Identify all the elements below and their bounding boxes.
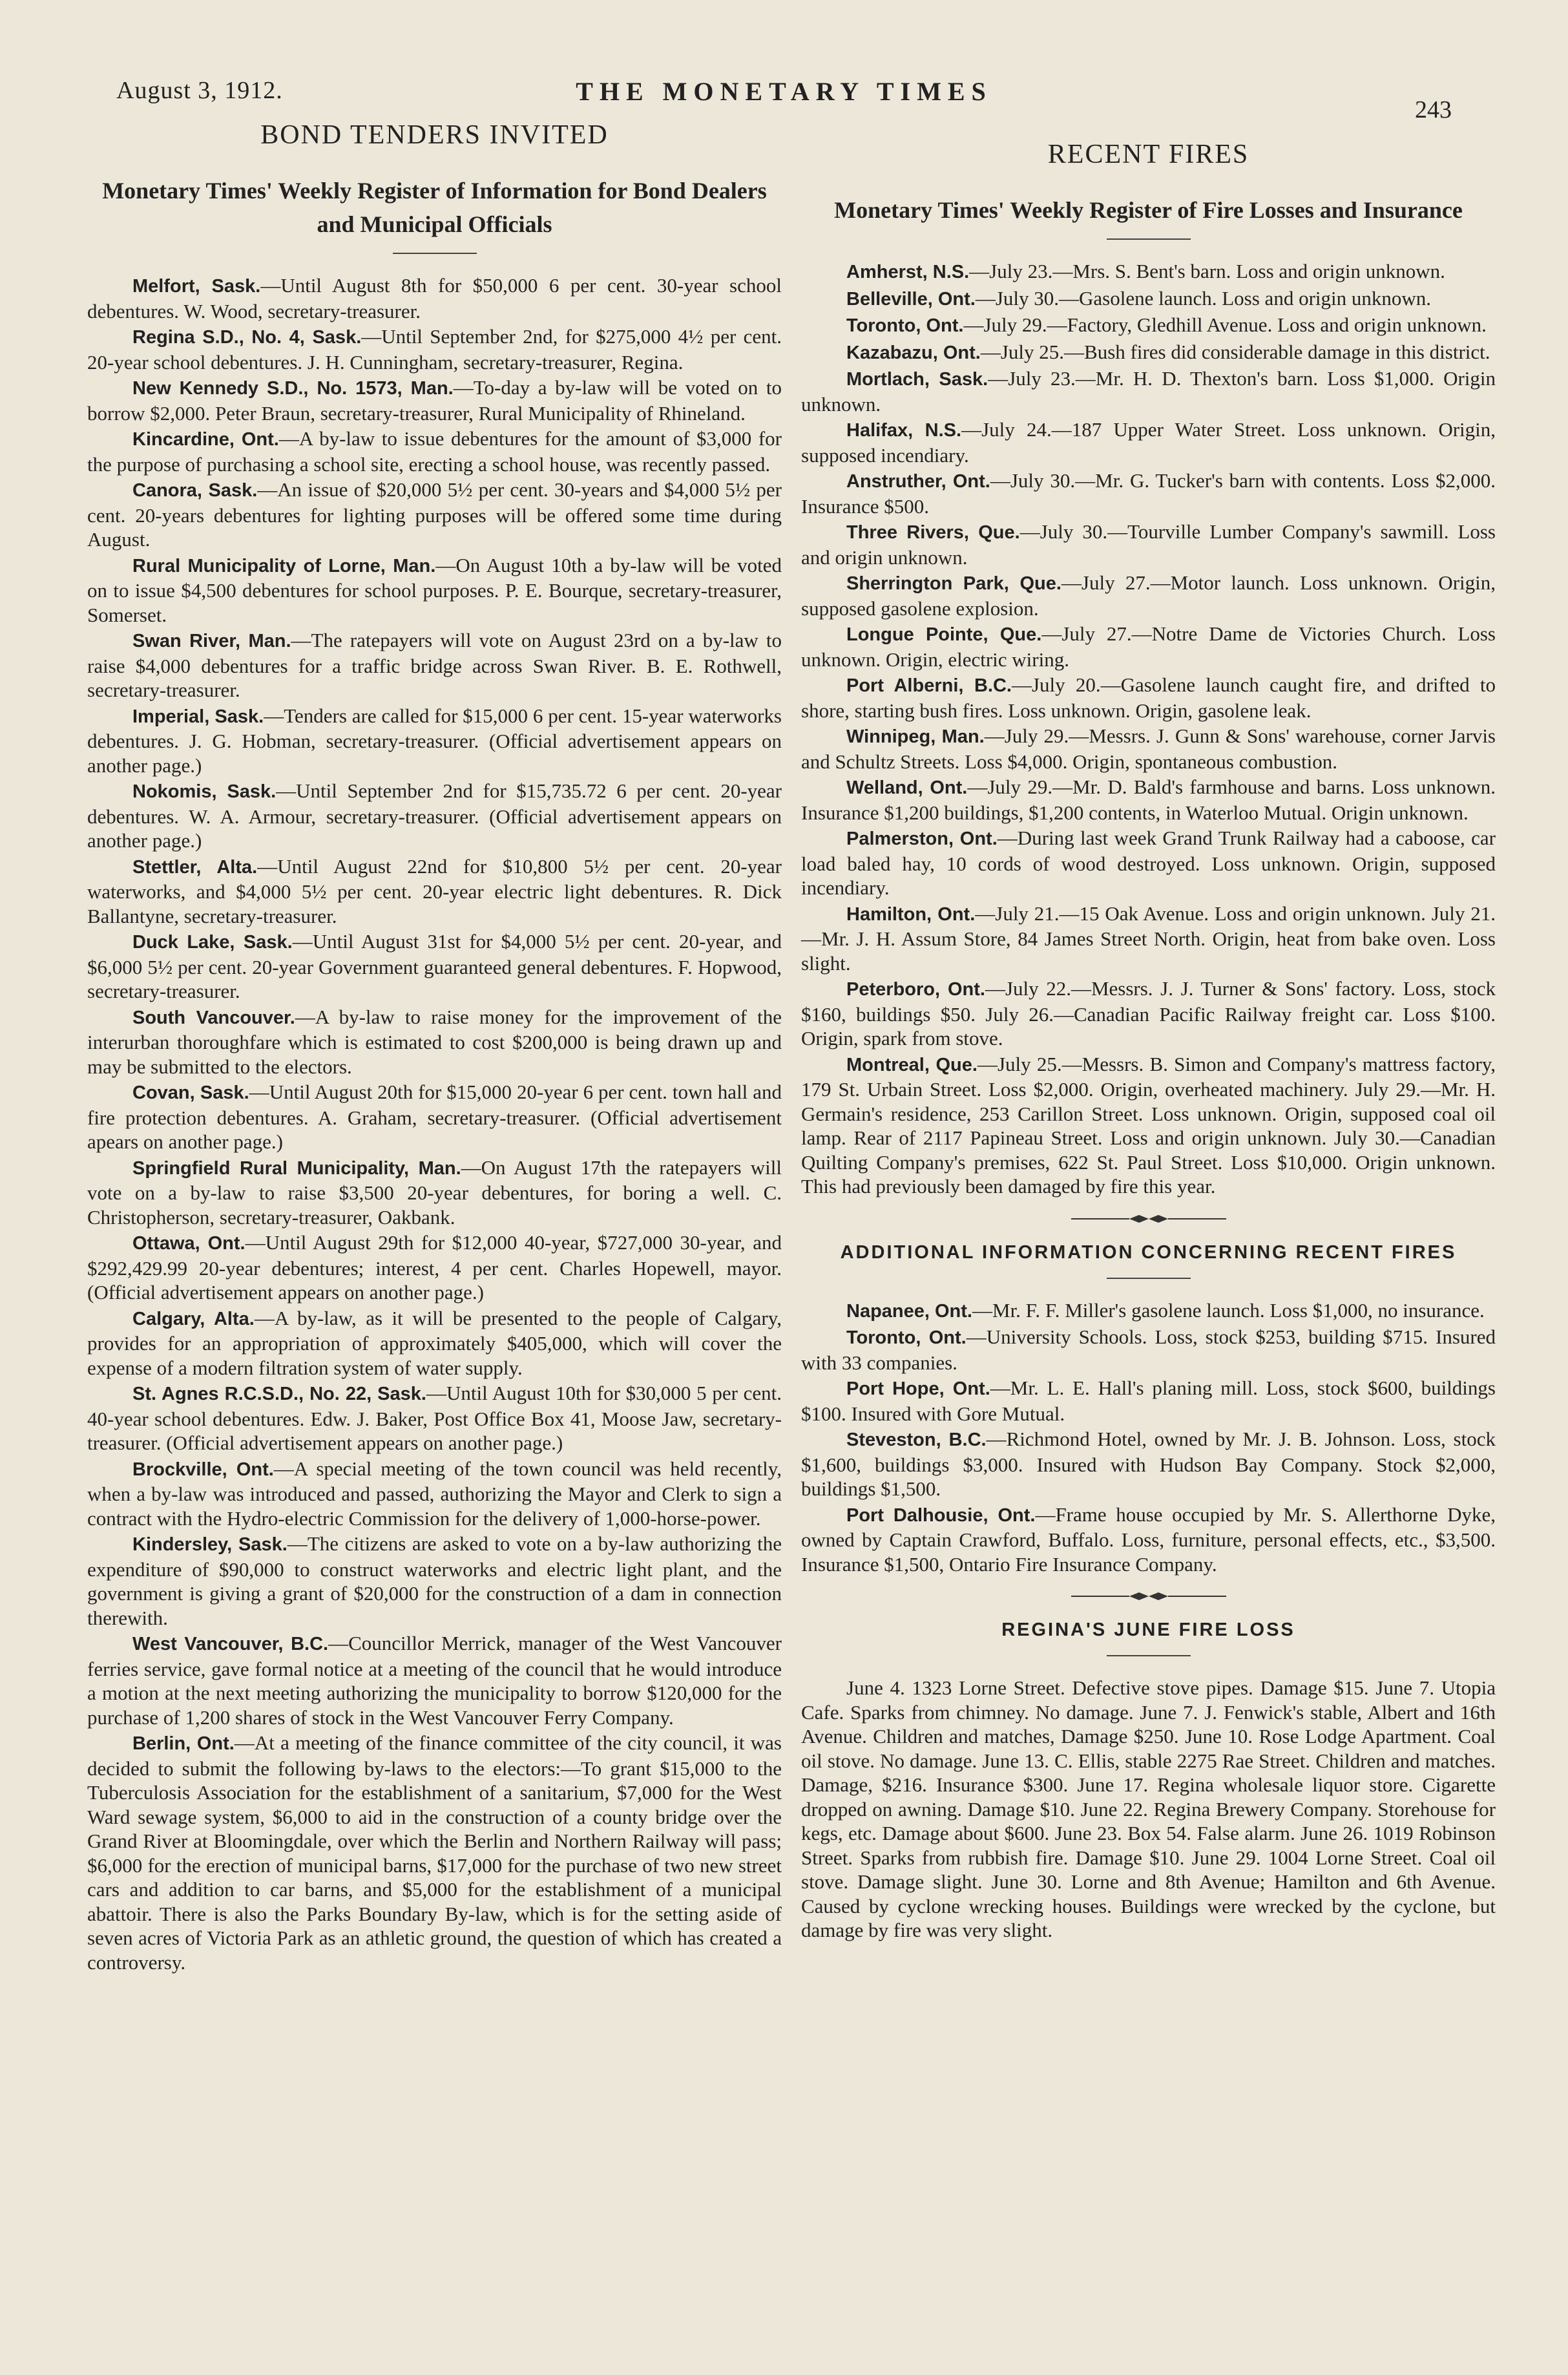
entry-text: —July 30.—Tourville Lumber Company's sawmill. Loss and origin unknown. [801, 520, 1496, 569]
entry-item [801, 826, 1496, 900]
entry-place: Calgary, Alta. [132, 1308, 255, 1329]
entry-item [87, 1731, 782, 1974]
entry-item [87, 854, 782, 929]
recent-fires-subtitle: Monetary Times' Weekly Register of Fire Losses and Insurance [834, 197, 1463, 223]
entry-text: —On August 17th the ratepayers will vote on a by-law to raise $3,500 20-year debentures, for boring a well. C. Christopherson, secretary-treasurer, Oakbank. [87, 1156, 782, 1229]
entry-text: —Mr. F. F. Miller's gasolene launch. Loss $1,000, no insurance. [972, 1298, 1485, 1322]
entry-item [801, 1052, 1496, 1199]
entry-place: Regina S.D., No. 4, Sask. [132, 327, 362, 348]
entry-item [801, 417, 1496, 467]
entry-place: Stettler, Alta. [132, 856, 258, 878]
entry-text: —July 27.—Motor launch. Loss unknown. Origin, supposed gasolene explosion. [801, 571, 1496, 620]
entry-item [801, 313, 1496, 339]
entry-item [801, 1427, 1496, 1501]
entry-text: —During last week Grand Trunk Railway had a caboose, car load baled hay, 10 cords of wood destroyed. Loss unknown. Origin, supposed incendiary. [801, 827, 1496, 900]
divider-rule [393, 253, 477, 254]
entry-place: Port Hope, Ont. [846, 1378, 990, 1400]
entry-text: —Until August 22nd for $10,800 5½ per cent. 20-year waterworks, and $4,000 5½ per cent. 20-year electric light debentures. R. Dick Ballantyne, secretary-treasurer. [87, 854, 782, 927]
entry-place: Rural Municipality of Lorne, Man. [132, 555, 436, 576]
entry-text: —Until September 2nd for $15,735.72 6 per cent. 20-year debentures. W. A. Armour, secretary-treasurer. (Official advertisement appears on another page.) [87, 779, 782, 852]
entry-text: —Until August 31st for $4,000 5½ per cent. 20-year, and $6,000 5½ per cent. 20-year Government guaranteed general debentures. F. Hopwood, secretary-treasurer. [87, 930, 782, 1003]
entry-item [87, 324, 782, 374]
entry-place: Peterboro, Ont. [846, 979, 985, 1000]
entry-item [801, 724, 1496, 774]
entry-item [87, 1381, 782, 1455]
entry-text: —July 25.—Bush fires did considerable damage in this district. [980, 340, 1490, 363]
entry-place: Napanee, Ont. [846, 1300, 972, 1322]
entry-place: Welland, Ont. [846, 777, 968, 799]
entry-place: Hamilton, Ont. [846, 903, 976, 925]
entry-text: —July 29.—Mr. D. Bald's farmhouse and barns. Loss unknown. Insurance $1,200 buildings, $1,200 contents, in Waterloo Mutual. Origin unknown. [801, 776, 1496, 824]
entry-text: —An issue of $20,000 5½ per cent. 30-years and $4,000 5½ per cent. 20-years debentures for lighting purposes will be offered some time during August. [87, 478, 782, 551]
entry-text: —Frame house occupied by Mr. S. Allerthorne Dyke, owned by Captain Crawford, Buffalo. Loss, furniture, personal effects, etc., $3,500. Insurance $1,500, Ontario Fire Insurance Company. [801, 1503, 1496, 1576]
entry-text: —The ratepayers will vote on August 23rd on a by-law to raise $4,000 debentures for a traffic bridge across Swan River. B. E. Rothwell, secretary-treasurer. [87, 629, 782, 702]
publication-title: THE MONETARY TIMES [576, 77, 992, 106]
entry-item [801, 259, 1496, 285]
entry-place: Springfield Rural Municipality, Man. [132, 1157, 461, 1179]
entry-text: —July 29.—Factory, Gledhill Avenue. Loss and origin unknown. [963, 313, 1487, 337]
divider-rule [1107, 1278, 1191, 1279]
entry-text: —July 25.—Messrs. B. Simon and Company's mattress factory, 179 St. Urbain Street. Loss $2,000. Origin, overheated machinery. July 29.—Mr. H. Germain's residence, 253 Carillon Street. Loss unknown. Origin, supposed coal oil lamp. Rear of 2117 Papineau Street. Loss and origin unknown. July 30.—Canadian Quilting Company's premises, 622 St. Paul Street. Loss $10,000. Origin unknown. This had previously been damaged by fire this year. [801, 1052, 1496, 1198]
entry-item [87, 1080, 782, 1154]
ornament-divider [801, 1587, 1496, 1606]
entry-text: —University Schools. Loss, stock $253, building $715. Insured with 33 companies. [801, 1325, 1496, 1374]
entry-place: Toronto, Ont. [846, 315, 964, 337]
entry-text: —The citizens are asked to vote on a by-law authorizing the expenditure of $90,000 to construct waterworks and electric light plant, and the government is giving a grant of $20,000 for the construction of a dam in connection therewith. [87, 1532, 782, 1629]
entry-text: —To-day a by-law will be voted on to borrow $2,000. Peter Braun, secretary-treasurer, Rural Municipality of Rhineland. [87, 376, 782, 425]
entry-text: —July 23.—Mr. H. D. Thexton's barn. Loss $1,000. Origin unknown. [801, 367, 1496, 416]
additional-info-list [801, 1298, 1496, 1577]
entry-text: —Until August 8th for $50,000 6 per cent. 30-year school debentures. W. Wood, secretary-treasurer. [87, 274, 782, 322]
entry-text: —On August 10th a by-law will be voted on to issue $4,500 debentures for school purposes. P. E. Bourque, secretary-treasurer, Somerset. [87, 553, 782, 626]
entry-text: —July 23.—Mrs. S. Bent's barn. Loss and origin unknown. [969, 260, 1445, 283]
entry-text: —July 30.—Gasolene launch. Loss and origin unknown. [975, 286, 1432, 310]
bond-tenders-list [87, 273, 782, 1974]
entry-text: —Until August 29th for $12,000 40-year, $727,000 30-year, and $292,429.99 20-year debentures; interest, 4 per cent. Charles Hopewell, mayor. (Official advertisement appears on another page.) [87, 1231, 782, 1304]
entry-text: —Richmond Hotel, owned by Mr. J. B. Johnson. Loss, stock $1,600, buildings $3,000. Insured with Hudson Bay Company. Stock $2,000, buildings $1,500. [801, 1428, 1496, 1501]
entry-text: —A by-law to raise money for the improvement of the interurban thoroughfare which is estimated to cost $200,000 is being drawn up and may be submitted to the electors. [87, 1005, 782, 1078]
entry-place: Halifax, N.S. [846, 420, 962, 441]
issue-date: August 3, 1912. [116, 77, 283, 104]
entry-place: Palmerston, Ont. [846, 829, 998, 850]
entry-item [801, 902, 1496, 976]
entry-text: —July 29.—Messrs. J. Gunn & Sons' warehouse, corner Jarvis and Schultz Streets. Loss $4,000. Origin, spontaneous combustion. [801, 724, 1496, 773]
entry-place: Covan, Sask. [132, 1082, 249, 1104]
entry-text: —Until August 10th for $30,000 5 per cent. 40-year school debentures. Edw. J. Baker, Post Office Box 41, Moose Jaw, secretary-treasurer. (Official advertisement appears on another page.) [87, 1382, 782, 1455]
entry-place: Anstruther, Ont. [846, 471, 990, 492]
ornament-icon [1071, 1212, 1226, 1225]
entry-place: Port Dalhousie, Ont. [846, 1504, 1036, 1526]
entry-item [801, 571, 1496, 620]
entry-item [87, 929, 782, 1004]
entry-item [87, 273, 782, 323]
entry-item [87, 427, 782, 476]
running-head [116, 76, 1452, 123]
entry-place: Ottawa, Ont. [132, 1233, 246, 1254]
entry-item [801, 520, 1496, 569]
entry-item [87, 1156, 782, 1230]
entry-text: —Until August 20th for $15,000 20-year 6 per cent. town hall and fire protection debentures. A. Graham, secretary-treasurer. (Official advertisement apears on another page.) [87, 1081, 782, 1154]
entry-item [801, 673, 1496, 723]
entry-text: —July 24.—187 Upper Water Street. Loss unknown. Origin, supposed incendiary. [801, 418, 1496, 467]
additional-info-title: ADDITIONAL INFORMATION CONCERNING RECENT FIRES [840, 1241, 1457, 1263]
entry-item [87, 628, 782, 702]
entry-text: —A special meeting of the town council was held recently, when a by-law was introduced and passed, authorizing the Mayor and Clerk to sign a contract with the Hydro-electric Commission for the delivery of 1,000-horse-power. [87, 1457, 782, 1530]
entry-place: New Kennedy S.D., No. 1573, Man. [132, 378, 454, 399]
ornament-icon [1071, 1590, 1226, 1603]
entry-item [801, 622, 1496, 671]
entry-item [87, 1005, 782, 1079]
entry-text: —Until September 2nd, for $275,000 4½ per cent. 20-year school debentures. J. H. Cunningham, secretary-treasurer, Regina. [87, 325, 782, 374]
entry-place: Brockville, Ont. [132, 1459, 274, 1480]
entry-place: Winnipeg, Man. [846, 726, 985, 748]
entry-place: Toronto, Ont. [846, 1327, 967, 1349]
page-number: 243 [1415, 96, 1452, 123]
bond-tenders-title: BOND TENDERS INVITED [260, 120, 609, 150]
entry-place: Kindersley, Sask. [132, 1534, 287, 1556]
entry-item [87, 1457, 782, 1531]
entry-place: Berlin, Ont. [132, 1733, 235, 1755]
entry-item [801, 775, 1496, 825]
entry-place: St. Agnes R.C.S.D., No. 22, Sask. [132, 1384, 426, 1405]
entry-item [801, 1298, 1496, 1324]
entry-item [87, 553, 782, 628]
entry-item [87, 779, 782, 853]
entry-place: Port Alberni, B.C. [846, 675, 1012, 697]
entry-place: Melfort, Sask. [132, 276, 261, 297]
entry-text: —Tenders are called for $15,000 6 per cent. 15-year waterworks debentures. J. G. Hobman, secretary-treasurer. (Official advertisement appears on another page.) [87, 704, 782, 777]
entry-item [87, 1532, 782, 1630]
entry-item [87, 478, 782, 552]
recent-fires-title: RECENT FIRES [1047, 140, 1249, 169]
entry-item [801, 976, 1496, 1051]
ornament-divider [801, 1209, 1496, 1229]
recent-fires-list [801, 259, 1496, 1199]
entry-text: —At a meeting of the finance committee of the city council, it was decided to submit the following by-laws to the electors:—To grant $15,000 to the Tuberculosis Association for the establishment of a sanitarium, $7,000 for the West Ward sewage system, $6,000 to aid in the construction of a county bridge over the Grand River at Bloomingdale, over which the Berlin and Northern Railway will pass; $6,000 for the erection of municipal barns, $17,000 for the purchase of two new street cars and addition to car barns, and $5,000 for the establishment of a municipal abattoir. There is also the Parks Boundary By-law, which is for the setting aside of seven acres of Victoria Park as an athletic ground, the question of which has created a controversy. [87, 1731, 782, 1974]
entry-place: South Vancouver. [132, 1007, 295, 1028]
right-column [801, 120, 1496, 1943]
entry-item [801, 366, 1496, 416]
entry-place: Imperial, Sask. [132, 706, 264, 727]
entry-place: Duck Lake, Sask. [132, 932, 293, 953]
entry-item [87, 1230, 782, 1305]
entry-text: —July 30.—Mr. G. Tucker's barn with contents. Loss $2,000. Insurance $500. [801, 469, 1496, 518]
regina-fire-text: June 4. 1323 Lorne Street. Defective stove pipes. Damage $15. June 7. Utopia Cafe. Sparks from chimney. No damage. June 7. J. Fenwick's stable, Albert and 16th Avenue. Children and matches, Damage $250. June 10. Rose Lodge Apartment. Coal oil stove. No damage. June 13. C. Ellis, stable 2275 Rae Street. Children and matches. Damage, $216. Insurance $300. June 17. Regina wholesale liquor store. Cigarette dropped on awning. Damage $10. June 22. Regina Brewery Company. Storehouse for kegs, etc. Damage about $600. June 23. Box 54. False alarm. June 26. 1019 Robinson Street. Sparks from rubbish fire. Damage $10. June 29. 1004 Lorne Street. Coal oil stove. Damage slight. June 30. Lorne and 8th Avenue; Hamilton and 6th Avenue. Caused by cyclone wrecking houses. Buildings were wrecked by the cyclone, but damage by fire was very slight. [801, 1676, 1496, 1942]
entry-place: Sherrington Park, Que. [846, 573, 1061, 595]
entry-item [801, 1376, 1496, 1426]
entry-place: Longue Pointe, Que. [846, 624, 1042, 646]
entry-place: Kincardine, Ont. [132, 429, 279, 450]
entry-text: —A by-law, as it will be presented to the people of Calgary, provides for an appropriation of approximately $405,000, which will cover the expense of a modern filtration system of water supply. [87, 1306, 782, 1379]
entry-place: Three Rivers, Que. [846, 522, 1020, 544]
entry-place: Belleville, Ont. [846, 288, 976, 310]
entry-place: Amherst, N.S. [846, 262, 970, 283]
entry-place: Kazabazu, Ont. [846, 342, 981, 363]
entry-place: Steveston, B.C. [846, 1430, 987, 1451]
entry-item [801, 1503, 1496, 1577]
entry-item [801, 340, 1496, 366]
divider-rule [1107, 238, 1191, 240]
entry-item [87, 1306, 782, 1380]
entry-text: —Mr. L. E. Hall's planing mill. Loss, stock $600, buildings $100. Insured with Gore Mutual. [801, 1377, 1496, 1425]
entry-text: —July 22.—Messrs. J. J. Turner & Sons' factory. Loss, stock $160, buildings $50. July 26.—Canadian Pacific Railway freight car. Loss $100. Origin, spark from stove. [801, 977, 1496, 1050]
entry-item [87, 704, 782, 778]
entry-place: Canora, Sask. [132, 480, 258, 501]
regina-fire-title: REGINA'S JUNE FIRE LOSS [1001, 1620, 1295, 1641]
entry-text: —July 21.—15 Oak Avenue. Loss and origin unknown. July 21.—Mr. J. H. Assum Store, 84 James Street North. Origin, heat from bake oven. Loss slight. [801, 902, 1496, 975]
bond-tenders-subtitle: Monetary Times' Weekly Register of Information for Bond Dealers and Municipal Officials [102, 178, 767, 238]
entry-place: Swan River, Man. [132, 631, 291, 652]
entry-text: —July 27.—Notre Dame de Victories Church. Loss unknown. Origin, electric wiring. [801, 622, 1496, 671]
entry-item [87, 1631, 782, 1729]
entry-text: —July 20.—Gasolene launch caught fire, and drifted to shore, starting bush fires. Loss unknown. Origin, gasolene leak. [801, 673, 1496, 722]
entry-text: —Councillor Merrick, manager of the West Vancouver ferries service, gave formal notice at a meeting of the council that he would introduce a motion at the next meeting authorizing the municipality to borrow $120,000 for the purchase of 1,200 shares of stock in the West Vancouver Ferry Company. [87, 1632, 782, 1729]
entry-place: Nokomis, Sask. [132, 781, 277, 803]
entry-place: West Vancouver, B.C. [132, 1634, 329, 1655]
entry-place: Montreal, Que. [846, 1054, 977, 1075]
entry-item [801, 286, 1496, 312]
entry-item [87, 375, 782, 425]
entry-place: Mortlach, Sask. [846, 369, 988, 390]
entry-text: —A by-law to issue debentures for the amount of $3,000 for the purpose of purchasing a school site, erecting a school house, was recently passed. [87, 427, 782, 476]
entry-item [801, 1325, 1496, 1375]
entry-item [801, 469, 1496, 518]
left-column [87, 120, 782, 1976]
divider-rule [1107, 1655, 1191, 1656]
